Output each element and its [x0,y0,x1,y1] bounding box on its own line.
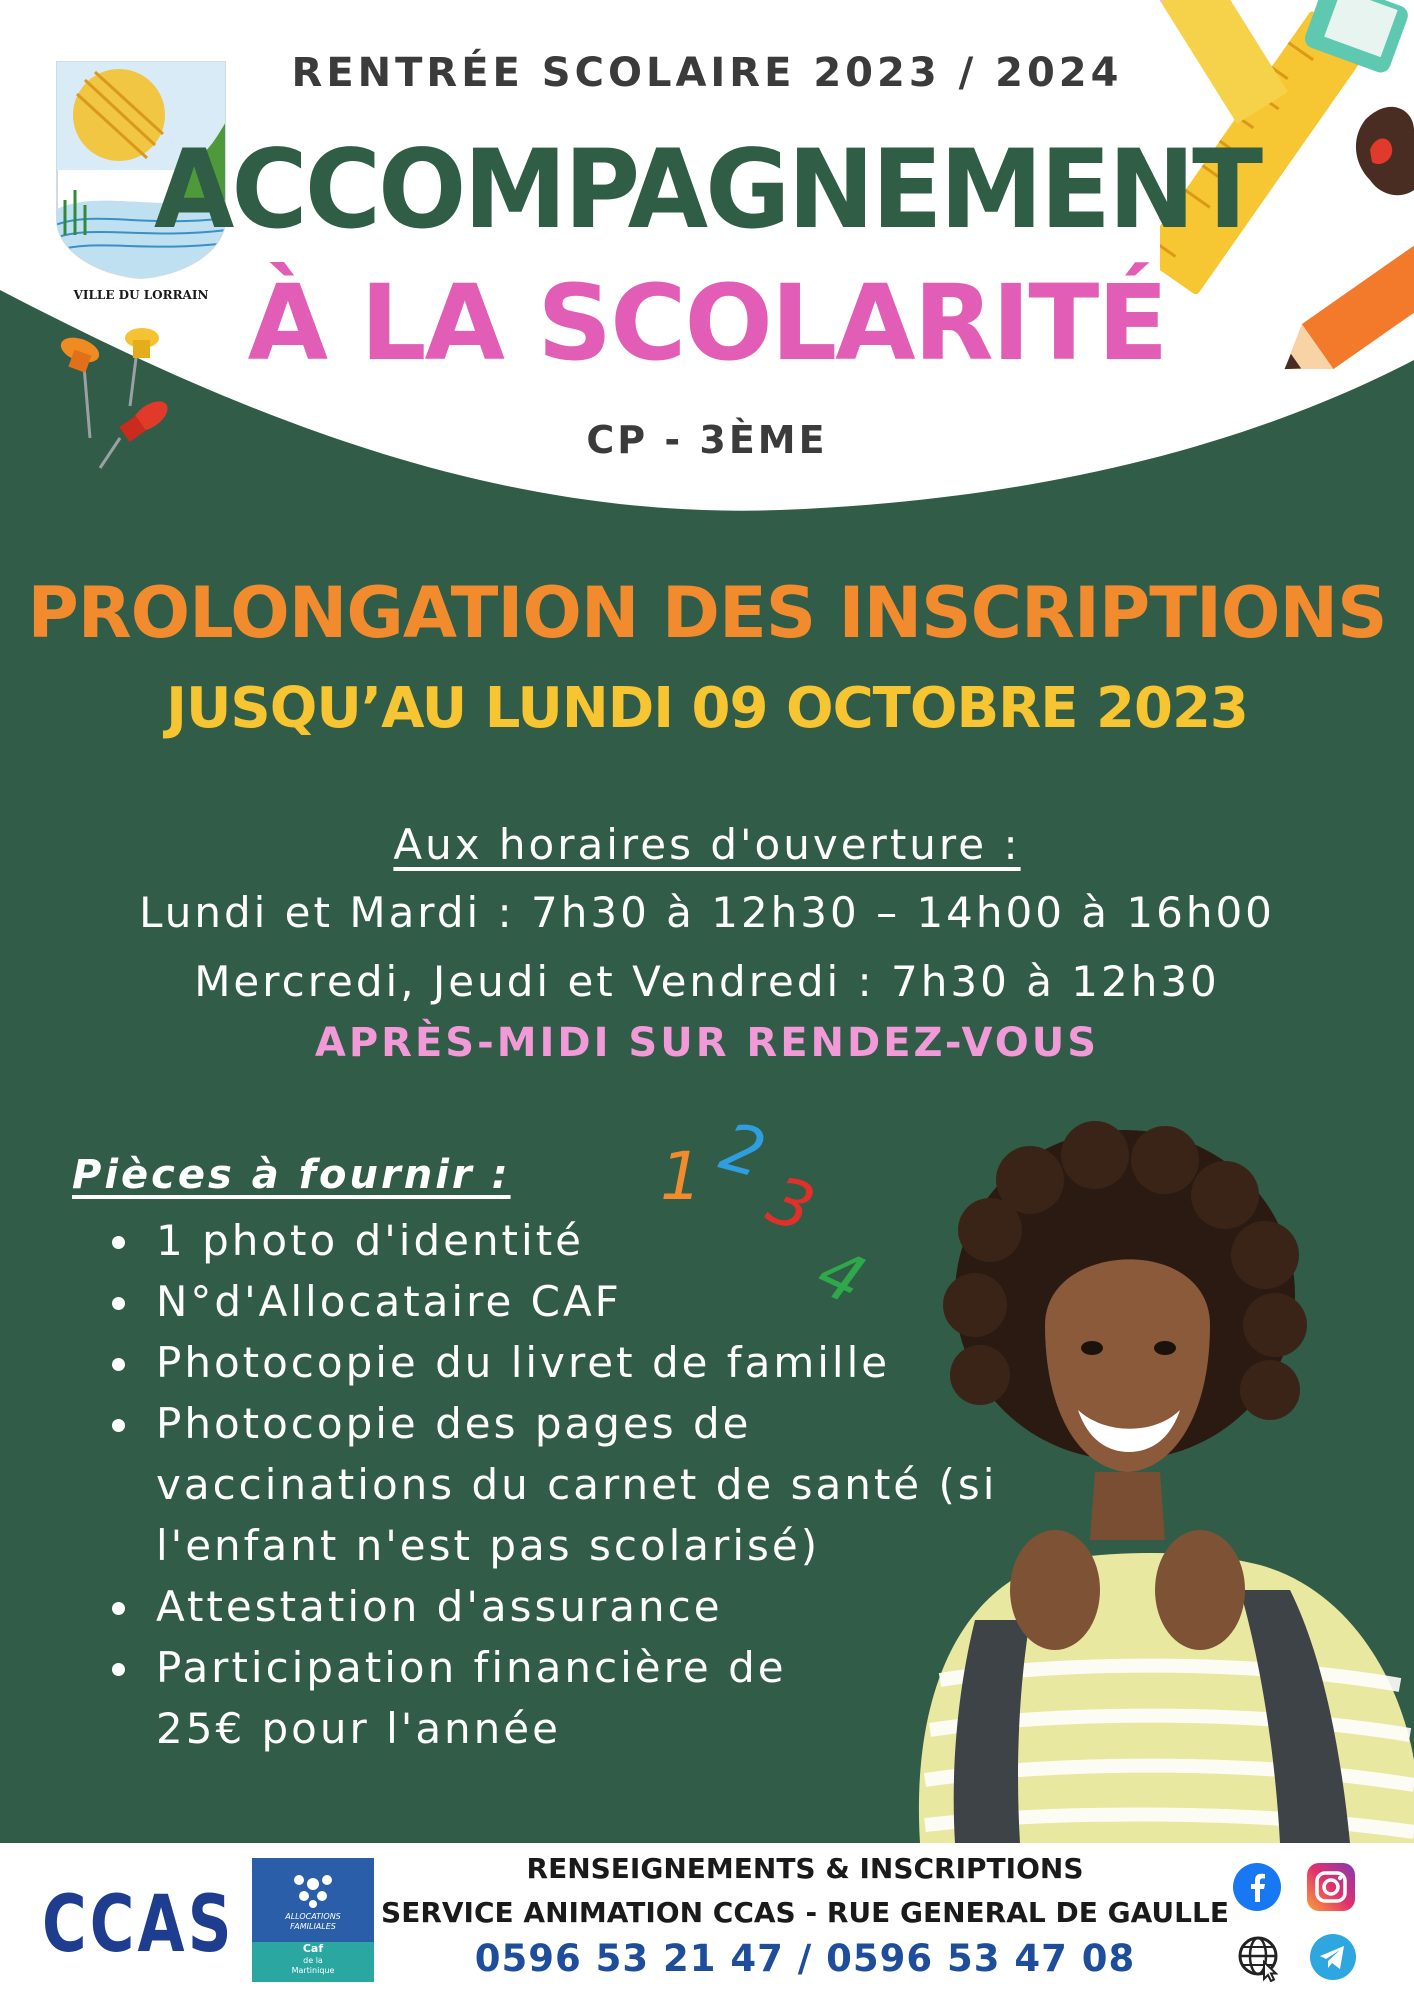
list-item: Photocopie du livret de famille [108,1332,1008,1393]
opening-hours-title: Aux horaires d'ouverture : [393,820,1021,869]
caf-label-caf: Caf [302,1942,324,1955]
list-item: Attestation d'assurance [108,1576,1008,1637]
logo-caption: VILLE DU LORRAIN [73,288,209,302]
documents-title: Pièces à fournir : [72,1152,511,1198]
caf-label-allocations: ALLOCATIONS [285,1912,341,1921]
footer-service-address: SERVICE ANIMATION CCAS - RUE GENERAL DE GAULLE [381,1896,1229,1929]
footer-info-title: RENSEIGNEMENTS & INSCRIPTIONS [526,1852,1084,1885]
list-item: Participation financière de 25€ pour l'année [108,1637,856,1759]
opening-hours-line: Lundi et Mardi : 7h30 à 12h30 – 14h00 à 16h00 [139,888,1275,937]
list-item: N°d'Allocataire CAF [108,1271,1008,1332]
web-icon[interactable] [1234,1932,1284,1982]
instagram-icon[interactable] [1306,1862,1356,1912]
title-scolarite: À LA SCOLARITÉ [247,262,1167,384]
registration-extension-headline: PROLONGATION DES INSCRIPTIONS [27,572,1387,654]
list-item: 1 photo d'identité [108,1210,1008,1271]
title-accompagnement: ACCOMPAGNEMENT [153,124,1261,254]
school-year-subtitle: RENTRÉE SCOLAIRE 2023 / 2024 [291,50,1123,96]
caf-label-martinique: Martinique [291,1966,335,1975]
caf-logo [252,1858,374,1982]
caf-label-familiales: FAMILIALES [290,1922,336,1931]
list-item: Photocopie des pages de vaccinations du carnet de santé (si l'enfant n'est pas scolarisé) [108,1393,1016,1576]
appointment-note: APRÈS-MIDI SUR RENDEZ-VOUS [314,1020,1100,1066]
opening-hours-line: Mercredi, Jeudi et Vendredi : 7h30 à 12h30 [194,957,1220,1006]
smiling-child-photo [880,1120,1414,1843]
ccas-logo: CCAS [42,1880,235,1970]
facebook-icon[interactable] [1232,1862,1282,1912]
telegram-icon[interactable] [1308,1932,1358,1982]
decor-number-1: 1 [660,1138,702,1215]
caf-label-dela: de la [303,1956,323,1965]
school-level: CP - 3ÈME [586,418,828,462]
decor-number-4: 4 [805,1232,877,1321]
footer-phone-numbers: 0596 53 21 47 / 0596 53 47 08 [474,1937,1136,1980]
registration-deadline: JUSQU’AU LUNDI 09 OCTOBRE 2023 [166,676,1248,741]
documents-list [108,1210,1008,1759]
decor-number-2: 2 [712,1107,774,1194]
decor-number-3: 3 [758,1161,824,1248]
